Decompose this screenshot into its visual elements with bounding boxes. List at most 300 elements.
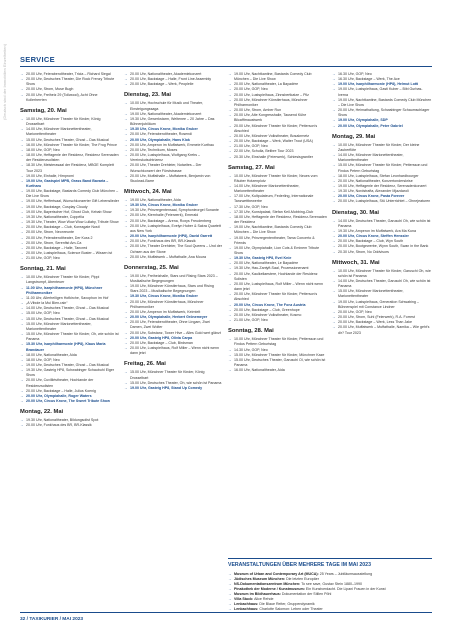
event-entry bbox=[20, 93, 119, 103]
arrow-icon: → bbox=[332, 325, 336, 330]
event-text: 11.00 Uhr, Allerheiligen Hofkirche, Saxophon im Hof bbox=[26, 295, 109, 300]
event-text: 20.00 Uhr, Gasteig HP8, Olivia Carpa bbox=[130, 335, 193, 340]
arrow-icon: → bbox=[20, 357, 24, 362]
event-text: 20.00 Uhr, GOP, Neo bbox=[234, 87, 268, 92]
day-heading: Montag, 22. Mai bbox=[20, 409, 64, 416]
event-entry bbox=[20, 322, 119, 332]
event-text: 20.00 Uhr, Substanz, Tower Hive – Alles Gold wert glänzt bbox=[130, 330, 221, 335]
listing-column-4 bbox=[332, 72, 432, 336]
arrow-icon: → bbox=[228, 307, 232, 312]
event-text: 20.00 Uhr, Strom, Suhl (Feierwerk), R.A. Forrest bbox=[338, 315, 415, 320]
arrow-icon: → bbox=[332, 97, 336, 102]
arrow-icon: → bbox=[20, 72, 24, 76]
arrow-icon: → bbox=[228, 72, 232, 76]
event-description: Die letzten Europäer bbox=[285, 577, 319, 581]
event-text: 20.00 Uhr, Olympiahalle, Herbert Grönemeyer bbox=[130, 315, 208, 320]
arrow-icon: → bbox=[124, 153, 128, 158]
arrow-icon: → bbox=[124, 309, 128, 314]
event-entry bbox=[228, 246, 327, 256]
event-text: 20.00 Uhr, Backstage – Club, Koreagate Nostl bbox=[26, 225, 100, 230]
event-text: 14.00 Uhr, Deutsches Theater, Ghost – Das Musical bbox=[26, 306, 109, 311]
event-entry bbox=[332, 219, 432, 229]
event-text: 18.30 Uhr, Meisterasaal der Residenz, MBGE Komplett Tour 2023 bbox=[26, 163, 114, 173]
multi-day-events-list bbox=[228, 572, 432, 612]
event-entry bbox=[228, 236, 327, 246]
event-entry bbox=[228, 272, 327, 282]
listing-column-3 bbox=[228, 72, 327, 373]
event-entry bbox=[20, 153, 119, 163]
event-text: 19.30 Uhr, Hau-Zantyft-Saal, Prozessionenamt bbox=[234, 266, 309, 271]
event-venue: Pinakothek der Moderne / Kunstmuseum: bbox=[234, 587, 305, 591]
event-text: 20.30 Uhr, Strom, No Oddvisors bbox=[338, 249, 389, 254]
arrow-icon: → bbox=[332, 228, 336, 233]
arrow-icon: → bbox=[124, 197, 128, 202]
arrow-icon: → bbox=[228, 149, 232, 154]
arrow-icon: → bbox=[228, 113, 232, 118]
event-text: 20.00 Uhr, Lustspielhaus, Rolf Miller – Wenn nicht wenn dann jetzt bbox=[234, 281, 324, 292]
event-entry bbox=[228, 318, 327, 323]
event-text: 20.00 Uhr, Lustspielhaus, Stü Unterrichtet – Ohnejeaturen bbox=[338, 199, 431, 204]
event-entry bbox=[332, 98, 432, 108]
event-text: 19.00 Uhr, Nationaltheater, Akademiekonzert bbox=[130, 111, 202, 116]
arrow-icon: → bbox=[332, 118, 336, 123]
arrow-icon: → bbox=[228, 572, 232, 576]
event-text: 11.00 Uhr, Isarphilharmonie (HP8), Münchner Philharmoniker bbox=[26, 285, 103, 295]
event-text: 19.00 Uhr, Lustspielhaus, Gasti Kuber – Bibi Gurbas-Iverna bbox=[338, 87, 423, 97]
arrow-icon: → bbox=[228, 82, 232, 87]
event-entry bbox=[20, 163, 119, 173]
arrow-icon: → bbox=[124, 111, 128, 116]
event-entry bbox=[20, 332, 119, 342]
highlighted-event-entry bbox=[20, 399, 119, 404]
arrow-icon: → bbox=[124, 213, 128, 218]
arrow-icon: → bbox=[124, 380, 128, 385]
event-text: 20.00 Uhr, Isarphilharmonie (HP8), David Garrett bbox=[130, 234, 213, 239]
event-description: Die Blaue Reiter, Gruppendynamik bbox=[258, 602, 315, 606]
event-text: 20.00 Uhr, Circus Krone, Steffen Henssler bbox=[338, 234, 409, 239]
arrow-icon: → bbox=[124, 77, 128, 82]
event-text: 20.00 Uhr, Lustspielhaus, Rolf Miller – Wenn nicht wenn dann jetzt bbox=[130, 346, 220, 356]
arrow-icon: → bbox=[228, 318, 232, 323]
event-text: 15.00 Uhr, Münchner Marionettentheater, Marionettentheater bbox=[26, 321, 92, 331]
arrow-icon: → bbox=[20, 178, 24, 183]
event-text: 19.00 Uhr, Münchner Künstlerhaus, Stars und Rising Stars 2023 – Musikalische Begegnungen bbox=[130, 284, 214, 294]
event-text: 20.00 Uhr, Feierabendtheater, Ohne Lingam, Zwei Damen, Zwei Wolter bbox=[130, 320, 210, 330]
arrow-icon: → bbox=[228, 139, 232, 144]
arrow-icon: → bbox=[124, 244, 128, 249]
event-text: 20.00 Uhr, Münchner Theater für Kinder, Petterson's Abschied bbox=[234, 123, 318, 133]
event-entry bbox=[228, 113, 327, 123]
arrow-icon: → bbox=[228, 266, 232, 271]
day-heading: Samstag, 27. Mai bbox=[228, 164, 275, 171]
arrow-icon: → bbox=[332, 315, 336, 320]
event-venue: Lenbachhaus: bbox=[234, 602, 259, 606]
event-text: 20.00 Uhr, Backstage – Halle, Tancred bbox=[26, 245, 88, 250]
event-text: 10.00 Uhr, Münchner Theater für Kinder, Pippi Langstrumpf, Abenteuer bbox=[26, 275, 100, 285]
event-entry bbox=[124, 346, 223, 356]
arrow-icon: → bbox=[124, 142, 128, 147]
arrow-icon: → bbox=[332, 72, 336, 76]
event-entry bbox=[124, 370, 223, 380]
event-text: 20.00 Uhr, Backstage – Club, Wyn South bbox=[338, 239, 404, 244]
event-entry bbox=[124, 244, 223, 254]
event-text: 20.00 Uhr, Backstage – Halle, Front Line Assembly bbox=[130, 77, 212, 82]
event-entry bbox=[332, 153, 432, 163]
event-description: Dokumentation der Stillen Pöhl bbox=[280, 592, 332, 596]
event-text: 10.00 Uhr, Münchner Theater für Kinder, Neues vom Räuber Hotzenplotz bbox=[234, 173, 318, 183]
arrow-icon: → bbox=[332, 268, 336, 273]
arrow-icon: → bbox=[124, 173, 128, 178]
event-text: 20.00 Uhr, Kaulkellaestere, Hochlande der Residenz Solisten bbox=[234, 271, 318, 281]
event-text: 20.00 Uhr, Nationaltheater, Akademiekonzert bbox=[130, 72, 202, 76]
arrow-icon: → bbox=[20, 285, 24, 290]
event-entry bbox=[124, 320, 223, 330]
event-entry bbox=[228, 282, 327, 292]
listing-column-1 bbox=[20, 72, 119, 429]
arrow-icon: → bbox=[332, 239, 336, 244]
day-heading: Mittwoch, 24. Mai bbox=[124, 188, 172, 195]
event-text: 16.00 Uhr, Münchner Theater für Kinder, The Frog Prince bbox=[26, 142, 117, 147]
event-text: 19.00 Uhr, Olympiahalle, Lion Cuts & Eminem Tribute Show bbox=[234, 245, 320, 255]
event-text: 14.00 Uhr, Münchner Marionettentheater, Marionettentheater bbox=[234, 183, 300, 194]
event-text: 19.00 Uhr, Nachtkantine, Bastards Comedy Club München – Die Live Show bbox=[234, 72, 312, 82]
arrow-icon: → bbox=[124, 299, 128, 304]
arrow-icon: → bbox=[124, 370, 128, 375]
event-text: 19.30 Uhr, Nordstrafta, Alexander Mjazdaroli bbox=[338, 189, 409, 194]
event-text: 19.30 Uhr, Prinzregentensaal, Symphonieorgel Sonante bbox=[130, 208, 219, 213]
arrow-icon: → bbox=[228, 256, 232, 261]
event-entry bbox=[332, 269, 432, 279]
event-entry bbox=[228, 225, 327, 235]
event-text: 15.00 Uhr, Münchner Theater für Kinder, König Drosselbart bbox=[130, 370, 205, 380]
arrow-icon: → bbox=[228, 368, 232, 373]
event-text: 20.00 Uhr, Backstage – Club, Greenhope bbox=[234, 307, 300, 312]
arrow-icon: → bbox=[124, 315, 128, 320]
arrow-icon: → bbox=[20, 368, 24, 373]
arrow-icon: → bbox=[228, 271, 232, 276]
event-text: 20.00 Uhr, Alte Kongresshalle, Tausend Kühe Bilcafftmaustwerk bbox=[234, 113, 307, 123]
arrow-icon: → bbox=[124, 346, 128, 351]
arrow-icon: → bbox=[332, 153, 336, 158]
event-entry bbox=[228, 174, 327, 184]
event-entry bbox=[228, 337, 327, 347]
event-text: 20.00 Uhr, Technikum, Moses bbox=[130, 147, 178, 152]
arrow-icon: → bbox=[228, 204, 232, 209]
arrow-icon: → bbox=[228, 357, 232, 362]
event-entry bbox=[228, 184, 327, 194]
highlighted-event-entry bbox=[20, 179, 119, 189]
arrow-icon: → bbox=[332, 309, 336, 314]
arrow-icon: → bbox=[228, 214, 232, 219]
event-text: 19.00 Uhr, Einhalle, Hirnpromi bbox=[26, 173, 74, 178]
arrow-icon: → bbox=[20, 240, 24, 245]
event-entry bbox=[332, 143, 432, 153]
event-entry bbox=[124, 82, 223, 87]
arrow-icon: → bbox=[228, 347, 232, 352]
arrow-icon: → bbox=[332, 234, 336, 239]
event-text: 20.00 Uhr, Nationaltheater, Konzertonderskrise bbox=[338, 178, 413, 183]
event-text: 18.00 Uhr, Lustspielhaus, Stefan Leonhardbourger bbox=[338, 173, 419, 178]
event-entry bbox=[20, 368, 119, 378]
event-entry bbox=[228, 358, 327, 368]
arrow-icon: → bbox=[124, 116, 128, 121]
event-entry bbox=[20, 77, 119, 87]
event-text: 17.30 Uhr, Kunstpalast, Stefan Keil-Mobbing-Club bbox=[234, 209, 314, 214]
event-text: 20.00 Uhr, Münchner Volkstheater, Kosmo bbox=[234, 312, 302, 317]
event-text: 19.30 Uhr, Nationaltheater, Bildungsolist Spot bbox=[26, 418, 99, 423]
event-text: 20.00 Uhr, Münchner Künstlerhaus, Münchner Philharmoniker bbox=[130, 299, 204, 309]
arrow-icon: → bbox=[332, 82, 336, 87]
event-text: 20.00 Uhr, Amperon im Muffatwerk, Keimtelt bbox=[130, 309, 201, 314]
event-text: 18.00 Uhr, Heffagenle der Residenz, Residenz-Serenaden der Residenz bbox=[234, 214, 327, 225]
event-entry bbox=[20, 117, 119, 127]
arrow-icon: → bbox=[332, 142, 336, 147]
event-text: 14.00 Uhr, Deutsches Theater, Garuschi Oh, wie schön ist Panama bbox=[338, 279, 431, 289]
arrow-icon: → bbox=[228, 582, 232, 586]
event-text: 20.00 Uhr, Nationaltheater, La Bayadère bbox=[234, 82, 299, 87]
arrow-icon: → bbox=[124, 147, 128, 152]
arrow-icon: → bbox=[332, 173, 336, 178]
arrow-icon: → bbox=[228, 337, 232, 342]
event-text: 18.00 Uhr, Nationaltheater, Aida bbox=[26, 352, 77, 357]
arrow-icon: → bbox=[124, 284, 128, 289]
arrow-icon: → bbox=[228, 92, 232, 97]
event-text: 19.00 Uhr, Olympiahalle, SDP bbox=[338, 118, 388, 123]
event-text: 20.00 Uhr, Feierabendtheater, Der Kuss 2 bbox=[26, 235, 93, 240]
day-heading: Freitag, 26. Mai bbox=[124, 361, 166, 368]
listing-column-2 bbox=[124, 72, 223, 391]
arrow-icon: → bbox=[20, 399, 24, 404]
event-entry bbox=[20, 189, 119, 199]
event-text: 10.00 Uhr, Münchner Theater für Kinder, Pettersson und Findus Pettern Geburtstag bbox=[234, 337, 324, 347]
event-text: 19.00 Uhr, Isarphilharmonie (HP8), Helmut Lotti bbox=[338, 82, 419, 87]
event-entry bbox=[124, 300, 223, 310]
event-text: 19.30 Uhr, Circus Krone, Monika Gruber bbox=[130, 294, 198, 299]
arrow-icon: → bbox=[20, 235, 24, 240]
arrow-icon: → bbox=[124, 218, 128, 223]
arrow-icon: → bbox=[124, 163, 128, 168]
arrow-icon: → bbox=[20, 245, 24, 250]
event-entry bbox=[124, 255, 223, 260]
event-text: 20.00 Uhr, Backstage – Werk, Less Than Jake bbox=[338, 320, 412, 325]
arrow-icon: → bbox=[20, 321, 24, 326]
event-text: 15.00 Uhr, Deutsches Theater, Garuschi Ol, wie schön ist Panama bbox=[234, 357, 326, 367]
event-text: 19.30 Uhr, Nationaltheater, Coppélia bbox=[26, 214, 84, 219]
arrow-icon: → bbox=[228, 144, 232, 149]
arrow-icon: → bbox=[228, 352, 232, 357]
arrow-icon: → bbox=[332, 178, 336, 183]
arrow-icon: → bbox=[332, 189, 336, 194]
arrow-icon: → bbox=[124, 239, 128, 244]
event-entry bbox=[332, 325, 432, 335]
day-heading: Dienstag, 23. Mai bbox=[124, 92, 172, 99]
arrow-icon: → bbox=[20, 127, 24, 132]
event-text: 20.00 Uhr, Funkhaus des BR, BR-Klassik bbox=[26, 423, 92, 428]
highlighted-event-entry bbox=[20, 342, 119, 352]
arrow-icon: → bbox=[124, 273, 128, 278]
arrow-icon: → bbox=[20, 209, 24, 214]
arrow-icon: → bbox=[20, 251, 24, 255]
event-text: 20.00 Uhr, Theater Drehleier, The Soul Queens – Und der Ochsen aus der Stone bbox=[130, 244, 222, 254]
arrow-icon: → bbox=[20, 295, 24, 300]
event-entry bbox=[332, 279, 432, 289]
event-description: 25 Years – Jubiläumsausstellung bbox=[318, 572, 373, 576]
arrow-icon: → bbox=[124, 385, 128, 390]
event-text: 21.00 Uhr, GOP, Neo bbox=[26, 256, 60, 261]
arrow-icon: → bbox=[228, 602, 232, 606]
event-text: 19.00 Uhr, Heffagenle der Residenz, Serenadenkonzert bbox=[338, 183, 427, 188]
arrow-icon: → bbox=[332, 87, 336, 92]
event-text: 19.00 Uhr, Backstage, Bastards Comedy Club München – Die Live Show bbox=[26, 189, 119, 199]
day-heading: Samstag, 20. Mai bbox=[20, 107, 67, 114]
arrow-icon: → bbox=[20, 342, 24, 347]
event-text: 20.00 Uhr, Circus Krone, The Sweet Tribute Show bbox=[26, 399, 110, 404]
arrow-icon: → bbox=[20, 87, 24, 92]
event-text: 20.00 Uhr, Münchner Künstlerhaus, Münchner Philharmoniker bbox=[234, 97, 308, 107]
event-text: 20.00 Uhr, Freiheiz 29 (Tollwood), Acht Ohne Kollerherrten bbox=[26, 92, 98, 102]
day-heading: Dienstag, 30. Mai bbox=[332, 209, 380, 216]
event-venue: NS-Dokumentationszentrum München: bbox=[234, 582, 301, 586]
arrow-icon: → bbox=[20, 362, 24, 367]
event-text: 19.00 Uhr, Lustspielhaus, Generation Schwabing – Bühnenspiel mit Constance Lindner bbox=[338, 299, 419, 309]
day-heading: Donnerstag, 25. Mai bbox=[124, 264, 179, 271]
event-text: 20.00 Uhr, Muffatwerk – Muffathalle, Ana Moura bbox=[130, 254, 206, 259]
day-heading: Sonntag, 21. Mai bbox=[20, 266, 66, 273]
arrow-icon: → bbox=[332, 77, 336, 82]
arrow-icon: → bbox=[20, 142, 24, 147]
event-entry bbox=[20, 127, 119, 137]
event-text: 20.00 Uhr, Funkhaus des BR, BR-Klassik bbox=[130, 239, 196, 244]
event-text: 20.00 Uhr, Muffathalle – Muffatwerk, Benjamin von Stuckrad-Barre bbox=[130, 173, 211, 183]
arrow-icon: → bbox=[124, 234, 128, 239]
arrow-icon: → bbox=[124, 101, 128, 106]
event-text: 14.30 Uhr, GOP, Neo bbox=[234, 347, 268, 352]
event-text: „A Vibole la Mui Bien-rain“ bbox=[26, 301, 68, 306]
event-text: 19.30 Uhr, Gewerkstarm, Weltenee – 20 Jahre – Das Bühnenjubiläum bbox=[130, 116, 215, 127]
arrow-icon: → bbox=[20, 116, 24, 121]
event-text: 16.30 Uhr, GOP, Neo bbox=[338, 72, 372, 76]
event-text: 17.00 Uhr, Kultpulateum, Federling, Internationale Tanzwettbewerbe bbox=[234, 194, 314, 204]
event-text: 19.30 Uhr, Theater, Wow Wow Wow Lullaby, Tribute Show bbox=[26, 220, 119, 225]
arrow-icon: → bbox=[20, 301, 24, 306]
arrow-icon: → bbox=[332, 279, 336, 283]
arrow-icon: → bbox=[332, 289, 336, 294]
event-text: 15.00 Uhr, Deutsches Theater, Ghost – Das Musical bbox=[26, 137, 109, 142]
event-text: 19.30 Uhr, Circus Krone, Monika Gruber bbox=[130, 127, 198, 132]
arrow-icon: → bbox=[20, 393, 24, 398]
event-entry bbox=[124, 284, 223, 294]
event-entry bbox=[20, 275, 119, 285]
event-text: 14.00 Uhr, Münchner Marionettentheater, Marionettentheater bbox=[26, 127, 92, 137]
event-venue: Villa Stuck: bbox=[234, 597, 254, 601]
event-text: 15.00 Uhr, Münchner Marionettentheater, Marionettentheater bbox=[338, 289, 404, 299]
event-text: 15.30 Uhr, Isarphilharmonie (HP8), Klaus Maria Brandauer bbox=[26, 342, 106, 352]
event-entry bbox=[228, 368, 327, 373]
event-description: Ein Kunstverdacht. Die Lipani Frauen in der Kunst bbox=[304, 587, 386, 591]
highlighted-event-entry bbox=[20, 286, 119, 296]
event-text: 20.00 Uhr, Backstage – Halle, Julius Koenig bbox=[26, 388, 96, 393]
arrow-icon: → bbox=[20, 220, 24, 225]
event-description: Alice Rehde bbox=[253, 597, 274, 601]
arrow-icon: → bbox=[20, 306, 24, 311]
arrow-icon: → bbox=[332, 108, 336, 113]
event-description: To see save, Gustav Stein 1880–1990 bbox=[300, 582, 362, 586]
event-text: 18.00 Uhr, GOP, Neo bbox=[26, 357, 60, 362]
arrow-icon: → bbox=[124, 127, 128, 132]
event-text: 19.00 Uhr, Prinzregententheater, Tama Concerto & Friends bbox=[234, 235, 315, 245]
event-entry bbox=[124, 274, 223, 284]
day-heading: Mittwoch, 31. Mai bbox=[332, 259, 380, 266]
arrow-icon: → bbox=[228, 577, 232, 581]
event-text: 19.00 Uhr, Gastspiel MPB, Grass Band Bavaria – Kurtharu bbox=[26, 178, 109, 188]
event-text: 19.00 Uhr, Heffertsaal, Wunschkonzerter Gift Lebenslieder bbox=[26, 199, 119, 204]
arrow-icon: → bbox=[20, 352, 24, 357]
event-text: 20.00 Uhr, Heimathaltung, Schwabinger Schaumschlager Show bbox=[338, 108, 430, 118]
arrow-icon: → bbox=[332, 320, 336, 325]
arrow-icon: → bbox=[20, 230, 24, 235]
event-text: 15.00 Uhr, Münchner Theater für Kinder, Münchner Kaze bbox=[234, 352, 325, 357]
event-text: 15.00 Uhr, Deutsches Theater, Ghost – Das Musical bbox=[26, 316, 109, 321]
event-text: 20.00 Uhr, Deutsches Theater, Die Rock Frenzy Tribute Show bbox=[26, 77, 115, 87]
event-text: 21.00 Uhr, GOP, Neo bbox=[234, 318, 268, 323]
event-text: 20.00 Uhr, Strom, Neonreunte bbox=[26, 230, 74, 235]
event-entry bbox=[228, 292, 327, 302]
arrow-icon: → bbox=[20, 311, 24, 316]
event-text: 20.00 Uhr, Circus Krone, The Fonz Austria bbox=[234, 302, 306, 307]
event-entry bbox=[228, 155, 327, 160]
arrow-icon: → bbox=[228, 597, 232, 601]
event-text: 19.30 Uhr, Circus Krone, Monika Gruber bbox=[130, 203, 198, 208]
arrow-icon: → bbox=[20, 256, 24, 261]
event-text: 20.00 Uhr, Strom, Amber Run bbox=[234, 108, 282, 113]
event-text: 20.00 Uhr, Backstage – Werk, Peoplelie bbox=[130, 82, 194, 87]
event-text: 15.00 Uhr, Münchner Theater für Kinder, Pettersson und Findus Petern Geburtstag bbox=[338, 163, 428, 173]
event-text: 19.30 Uhr, Amperon im Muffatwerk, Ara Ma Kuna bbox=[338, 228, 417, 233]
arrow-icon: → bbox=[20, 77, 24, 82]
arrow-icon: → bbox=[124, 335, 128, 340]
arrow-icon: → bbox=[228, 587, 232, 591]
event-text: 19.00 Uhr, Gasteig HP8, Stand Up Comedy bbox=[130, 385, 203, 390]
arrow-icon: → bbox=[332, 183, 336, 188]
event-entry bbox=[124, 174, 223, 184]
event-entry bbox=[124, 224, 223, 234]
events-top-rule bbox=[228, 558, 432, 559]
event-entry bbox=[332, 108, 432, 118]
arrow-icon: → bbox=[332, 123, 336, 128]
arrow-icon: → bbox=[228, 87, 232, 92]
event-text: 20.00 Uhr, Strom, Muse Bugh bbox=[26, 87, 74, 92]
event-text: 21.00 Uhr, GOP, Neo bbox=[234, 144, 268, 149]
arrow-icon: → bbox=[332, 299, 336, 304]
event-text: 20.00 Uhr, Cuvilliéstheater, Hochlande der Residenzsolisten bbox=[26, 378, 94, 388]
arrow-icon: → bbox=[20, 173, 24, 178]
arrow-icon: → bbox=[228, 312, 232, 317]
event-text: 20.00 Uhr, Circus Krone, Pasta Forever bbox=[338, 194, 405, 199]
header-divider bbox=[20, 66, 432, 67]
arrow-icon: → bbox=[20, 275, 24, 280]
event-venue: Museum of Urban and Contemporary Art (MUCA): bbox=[234, 572, 319, 576]
highlighted-event-entry bbox=[332, 124, 432, 129]
event-text: 20.00 Uhr, Feierabendtheater, Rosendi bbox=[130, 132, 192, 137]
event-entry bbox=[228, 72, 327, 82]
page-footer: 32 / TAXIKURIER / MAI 2023 bbox=[20, 617, 84, 622]
event-entry bbox=[332, 300, 432, 310]
arrow-icon: → bbox=[332, 218, 336, 223]
event-entry bbox=[20, 378, 119, 388]
arrow-icon: → bbox=[228, 607, 232, 611]
event-text: 20.00 Uhr, Strom, Serenfist Am-Ca bbox=[26, 240, 82, 245]
event-text: 16.00 Uhr, Nationaltheater, Aida bbox=[234, 368, 285, 373]
